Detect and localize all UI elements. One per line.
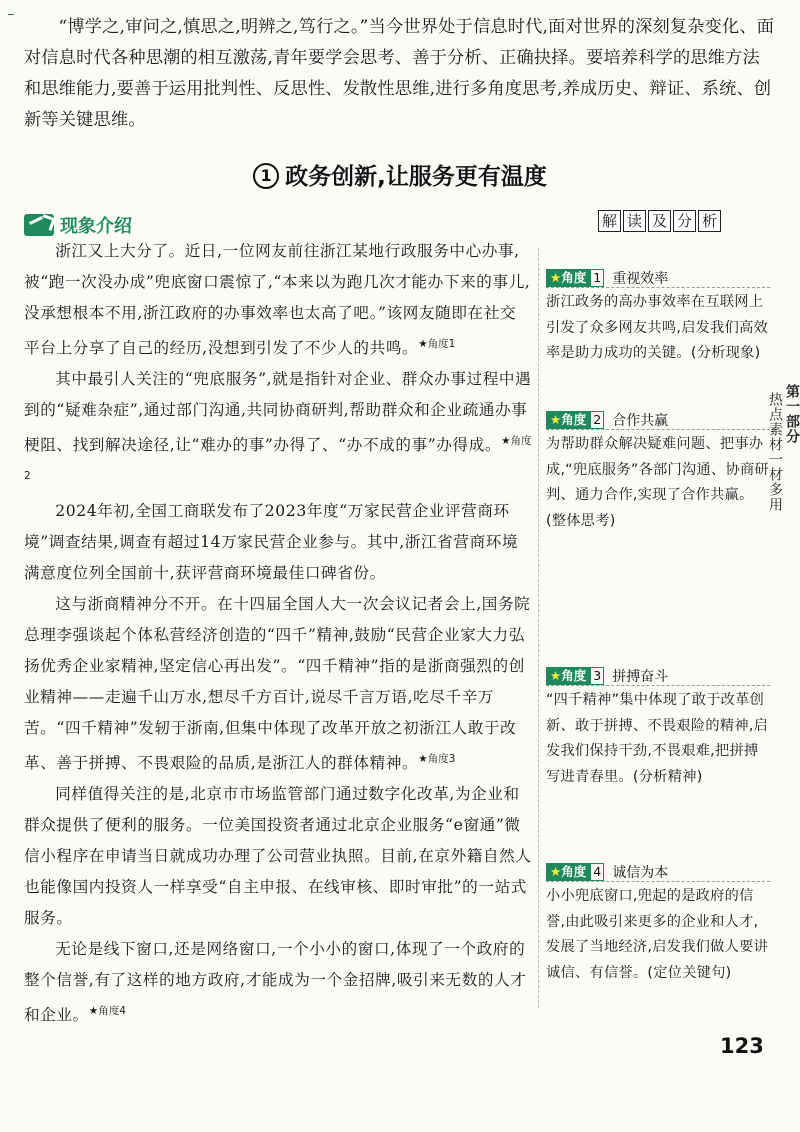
sidebar-title: 重视效率 [612, 270, 669, 287]
sidebar-note-1 [546, 268, 770, 367]
analysis-header [598, 210, 721, 232]
sidebar-body: 小小兜底窗口,兜起的是政府的信誉,由此吸引来更多的企业和人才,发展了当地经济,启发我们做人要讲诚信、有信誉。(定位关键句) [546, 888, 769, 981]
article-paragraph: 2024年初,全国工商联发布了2023年度“万家民营企业评营商环境”调查结果,调查有超过14万家民营企业参与。其中,浙江省营商环境满意度位列全国前十,获评营商环境最佳口碑省份。 [24, 502, 519, 582]
intro-passage [24, 12, 776, 136]
page-number: 123 [720, 1034, 764, 1058]
angle-badge: ★角度 [546, 667, 590, 685]
pencil-icon [24, 214, 54, 236]
phenomenon-header-text: 现象介绍 [60, 216, 132, 237]
intro-text: “博学之,审问之,慎思之,明辨之,笃行之。”当今世界处于信息时代,面对世界的深刻复杂变化、面对信息时代各种思潮的相互激荡,青年要学会思考、善于分析、正确抉择。要培养科学的思维方法和思维能力,要善于运用批判性、反思性、发散性思维,进行多角度思考,养成历史、辩证、系统、创新等关键思维。 [24, 17, 775, 130]
column-divider [538, 248, 539, 1008]
sidebar-note-4 [546, 862, 770, 986]
angle-number: 4 [590, 863, 604, 881]
sidebar-body: 为帮助群众解决疑难问题、把事办成,“兜底服务”各部门沟通、协商研判、通力合作,实现了合作共赢。(整体思考) [546, 436, 769, 529]
margin-tab-part: 第一部分 [784, 384, 800, 444]
margin-tab-subject: 热点素材一材多用 [767, 392, 783, 512]
section-title-text: 政务创新,让服务更有温度 [285, 164, 547, 190]
star-icon: ★ [550, 667, 562, 683]
main-article [24, 236, 532, 1031]
angle-mark: ★角度4 [88, 1005, 126, 1017]
corner-mark [8, 14, 14, 15]
sidebar-title: 合作共赢 [612, 412, 669, 429]
sidebar-note-2 [546, 410, 770, 534]
star-icon: ★ [550, 411, 562, 427]
star-icon: ★ [550, 863, 562, 879]
article-paragraph: 其中最引人关注的“兜底服务”,就是指针对企业、群众办事过程中遇到的“疑难杂症”,通过部门沟通,共同协商研判,帮助群众和企业疏通办事梗阻、找到解决途径,让“难办的事”办得了、“办不成的事”办得成。$^{★角度2}$ [24, 370, 532, 482]
sidebar-body: “四千精神”集中体现了敢于改革创新、敢于拼搏、不畏艰险的精神,启发我们保持干劲,不畏艰难,把拼搏写进青春里。(分析精神) [546, 692, 769, 785]
section-number: 1 [253, 163, 279, 189]
sidebar-title: 诚信为本 [612, 864, 669, 881]
analysis-char: 及 [648, 210, 671, 232]
angle-badge: ★角度 [546, 863, 590, 881]
analysis-char: 解 [598, 210, 621, 232]
angle-badge: ★角度 [546, 411, 590, 429]
phenomenon-header [24, 212, 132, 238]
article-paragraph: 这与浙商精神分不开。在十四届全国人大一次会议记者会上,国务院总理李强谈起个体私营经济创造的“四千”精神,鼓励“民营企业家大力弘扬优秀企业家精神,坚定信心再出发”。“四千精神”指的是浙商强烈的创业精神——走遍千山万水,想尽千方百计,说尽千言万语,吃尽千辛万苦。“四千精神”发轫于浙南,但集中体现了改革开放之初浙江人敢于改革、善于拼搏、不畏艰险的品质,是浙江人的群体精神。$^{★角度3}$ [24, 595, 531, 772]
article-paragraph: 同样值得关注的是,北京市市场监管部门通过数字化改革,为企业和群众提供了便利的服务。一位美国投资者通过北京企业服务“e窗通”微信小程序在申请当日就成功办理了公司营业执照。目前,在京外籍自然人也能像国内投资人一样享受“自主申报、在线审核、即时审批”的一站式服务。 [24, 785, 532, 927]
angle-mark: ★角度1 [418, 338, 456, 350]
angle-badge: ★角度 [546, 269, 590, 287]
angle-number: 1 [590, 269, 604, 287]
sidebar-title: 拼搏奋斗 [612, 668, 669, 685]
sidebar-body: 浙江政务的高办事效率在互联网上引发了众多网友共鸣,启发我们高效率是助力成功的关键。(分析现象) [546, 294, 769, 361]
article-paragraph: 浙江又上大分了。近日,一位网友前往浙江某地行政服务中心办事,被“跑一次没办成”兜底窗口震惊了,“本来以为跑几次才能办下来的事儿,没承想根本不用,浙江政府的办事效率也太高了吧。”该网友随即在社交平台上分享了自己的经历,没想到引发了不少人的共鸣。$^{★角度1}$ [24, 242, 531, 357]
section-title [0, 158, 800, 191]
analysis-char: 读 [623, 210, 646, 232]
sidebar-note-3 [546, 666, 770, 790]
analysis-char: 析 [698, 210, 721, 232]
angle-mark: ★角度2 [24, 435, 532, 482]
article-paragraph: 无论是线下窗口,还是网络窗口,一个小小的窗口,体现了一个政府的整个信誉,有了这样的地方政府,才能成为一个金招牌,吸引来无数的人才和企业。$^{★角度4}$ [24, 940, 527, 1024]
star-icon: ★ [550, 269, 562, 285]
angle-number: 2 [590, 411, 604, 429]
margin-tab [767, 384, 800, 512]
analysis-char: 分 [673, 210, 696, 232]
angle-number: 3 [590, 667, 604, 685]
angle-mark: ★角度3 [418, 753, 456, 765]
